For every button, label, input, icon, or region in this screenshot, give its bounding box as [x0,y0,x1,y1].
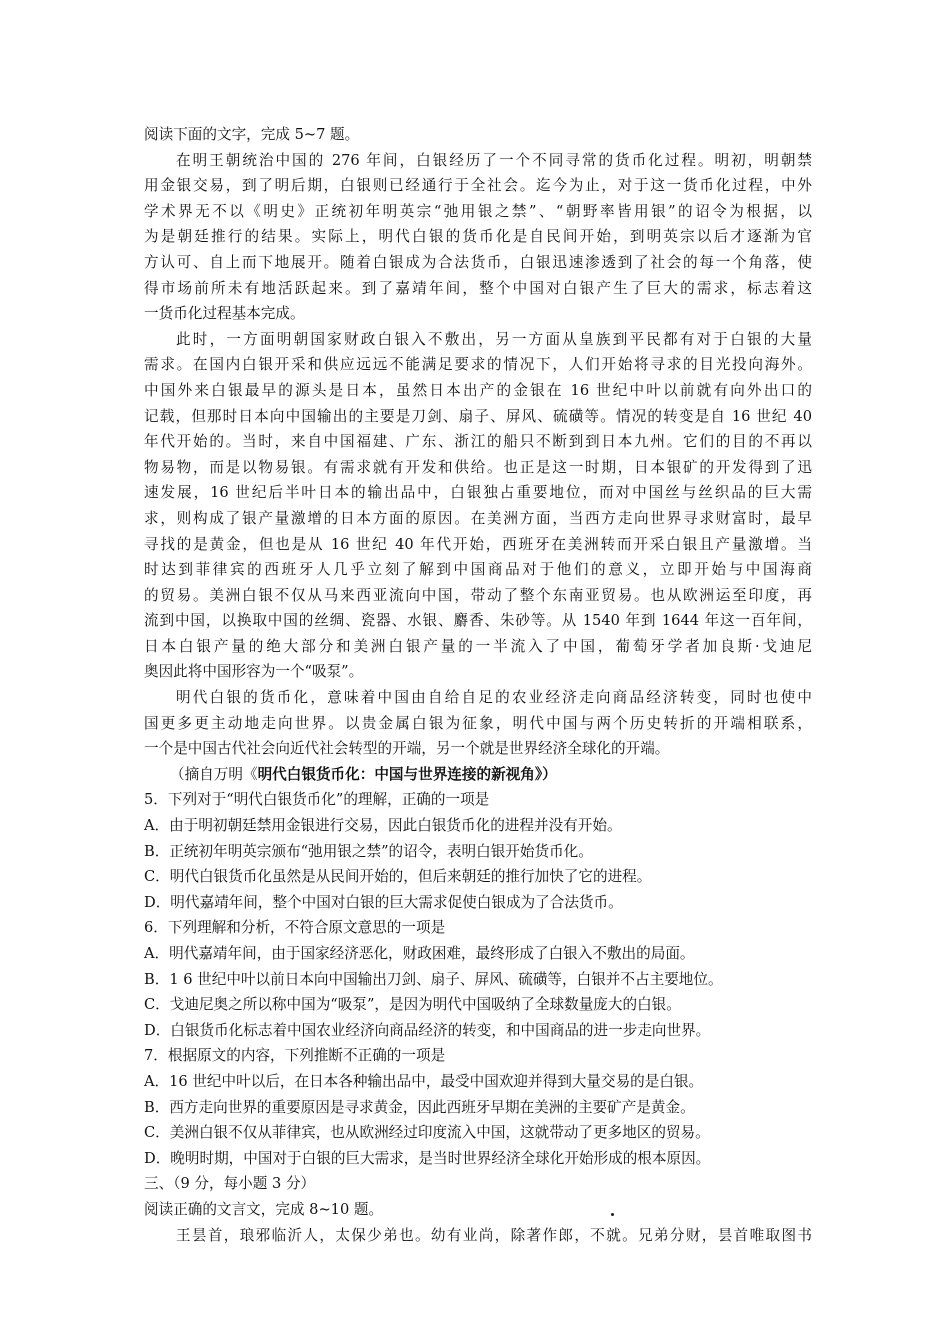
passage-line: 一个是中国古代社会向近代社会转型的开端，另一个就是世界经济全球化的开端。 [144,740,670,758]
passage-line: 中国外来白银最早的源头是日本，虽然日本出产的金银在 16 世纪中叶以前就有向外出口的 [144,381,812,399]
question-option: D．白银货币化标志着中国农业经济向商品经济的转变，和中国商品的进一步走向世界。 [144,1021,711,1039]
question-option: B．西方走向世界的重要原因是寻求黄金，因此西班牙早期在美洲的主要矿产是黄金。 [144,1098,695,1116]
question-stem: 5．下列对于“明代白银货币化”的理解，正确的一项是 [144,791,490,809]
passage-line: 明代白银的货币化，意味着中国由自给自足的农业经济走向商品经济转变，同时也使中 [176,689,812,707]
question-7 [144,1043,812,1171]
passage-line: 日本白银产量的绝大部分和美洲白银产量的一半流入了中国，葡萄牙学者加良斯·戈迪尼 [144,637,812,655]
passage-line: 得市场前所未有地活跃起来。到了嘉靖年间，整个中国对白银产生了巨大的需求，标志着这 [144,279,812,297]
question-option: C．明代白银货币化虽然是从民间开始的，但后来朝廷的推行加快了它的进程。 [144,868,652,886]
passage-source [144,762,812,788]
passage-line: 在明王朝统治中国的 276 年间，白银经历了一个不同寻常的货币化过程。明初，明朝禁 [176,151,812,169]
question-5 [144,787,812,915]
passage-line: 一货币化过程基本完成。 [144,305,305,323]
passage-line: 学术界无不以《明史》正统初年明英宗“弛用银之禁”、“朝野率皆用银”的诏令为根据，以 [144,202,812,220]
passage-line: 方认可、自上而下地展开。随着白银成为合法货币，白银迅速渗透到了社会的每一个角落，使 [144,253,812,271]
passage-line: 求，则构成了银产量激增的日本方面的原因。在美洲方面，当西方走向世界寻求财富时，最早 [144,509,812,527]
question-option: A．由于明初朝廷禁用金银进行交易，因此白银货币化的进程并没有开始。 [144,817,622,835]
source-title: 明代白银货币化：中国与世界连接的新视角》） [257,765,557,783]
passage-line: 用金银交易，到了明后期，白银则已经通行于全社会。迄今为止，对于这一货币化过程，中外 [144,177,812,195]
passage-line: 速发展，16 世纪后半叶日本的输出品中，白银独占重要地位，而对中国丝与丝织品的巨大需 [144,484,812,502]
passage-line: 奥因此将中国形容为一个“吸泵”。 [144,663,364,681]
classical-text-line: 王昙首，琅邪临沂人，太保少弟也。幼有业尚，除著作郎，不就。兄弟分财，昙首唯取图书 [176,1226,812,1244]
question-option: A．16 世纪中叶以后，在日本各种输出品中，最受中国欢迎并得到大量交易的是白银。 [144,1072,704,1090]
passage-line: 物易物，而是以物易银。有需求就有开发和供给。也正是这一时期，日本银矿的开发得到了迅 [144,458,812,476]
question-option: B．正统初年明英宗颁布“弛用银之禁”的诏令，表明白银开始货币化。 [144,842,593,860]
source-prefix: （摘自万明《 [170,765,258,783]
question-option: A．明代嘉靖年间，由于国家经济恶化，财政困难，最终形成了白银入不敷出的局面。 [144,945,695,962]
passage-paragraph-2 [144,327,812,685]
passage-line: 流到中国，以换取中国的丝绸、瓷器、水银、麝香、朱砂等。从 1540 年到 1644 年这一百年间， [144,612,812,630]
passage-line: 需求。在国内白银开采和供应远远不能满足要求的情况下，人们开始将寻求的目光投向海外。 [144,356,812,374]
question-stem: 6．下列理解和分析，不符合原文意思的一项是 [144,919,446,937]
question-6 [144,915,812,1043]
passage-paragraph-1 [144,148,812,327]
passage-line: 时达到菲律宾的西班牙人几乎立刻了解到中国商品对于他们的意义，立即开始与中国海商 [144,561,812,579]
passage-paragraph-3 [144,685,812,762]
question-option: B．1 6 世纪中叶以前日本向中国输出刀剑、扇子、屏风、硫磺等，白银并不占主要地位。 [144,970,723,988]
question-option: D．明代嘉靖年间，整个中国对白银的巨大需求促使白银成为了合法货币。 [144,893,623,911]
passage-line: 此时，一方面明朝国家财政白银入不敷出，另一方面从皇族到平民都有对于白银的大量 [176,330,812,348]
question-option: C．戈迪尼奥之所以称中国为“吸泵”，是因为明代中国吸纳了全球数量庞大的白银。 [144,996,681,1014]
passage-line: 为是朝廷推行的结果。实际上，明代白银的货币化是自民间开始，到明英宗以后才逐渐为官 [144,228,812,246]
question-option: C．美洲白银不仅从菲律宾，也从欧洲经过印度流入中国，这就带动了更多地区的贸易。 [144,1124,710,1142]
document-page [144,122,812,1248]
section-3-title: 三、（9 分，每小题 3 分） [144,1175,316,1193]
passage-line: 年代开始的。当时，来自中国福建、广东、浙江的船只不断到到日本九州。它们的目的不再以 [144,433,812,451]
question-stem: 7．根据原文的内容，下列推断不正确的一项是 [144,1047,446,1065]
passage-line: 的贸易。美洲白银不仅从马来西亚流向中国，带动了整个东南亚贸易。也从欧洲运至印度，再 [144,586,812,604]
reading-instruction: 阅读下面的文字，完成 5~7 题。 [144,126,360,143]
passage-line: 记载，但那时日本向中国输出的主要是刀剑、扇子、屏风、硫磺等。情况的转变是自 16 世纪 40 [144,407,812,425]
section-3-instruction: 阅读正确的文言文，完成 8~10 题。 [144,1200,384,1218]
passage-line: 国更多更主动地走向世界。以贵金属白银为征象，明代中国与两个历史转折的开端相联系， [144,714,812,732]
question-option: D．晚明时期，中国对于白银的巨大需求，是当时世界经济全球化开始形成的根本原因。 [144,1149,711,1167]
stray-mark [611,1213,614,1216]
passage-line: 寻找的是黄金，但也是从 16 世纪 40 年代开始，西班牙在美洲转而开采白银且产量激增。当 [144,535,812,553]
